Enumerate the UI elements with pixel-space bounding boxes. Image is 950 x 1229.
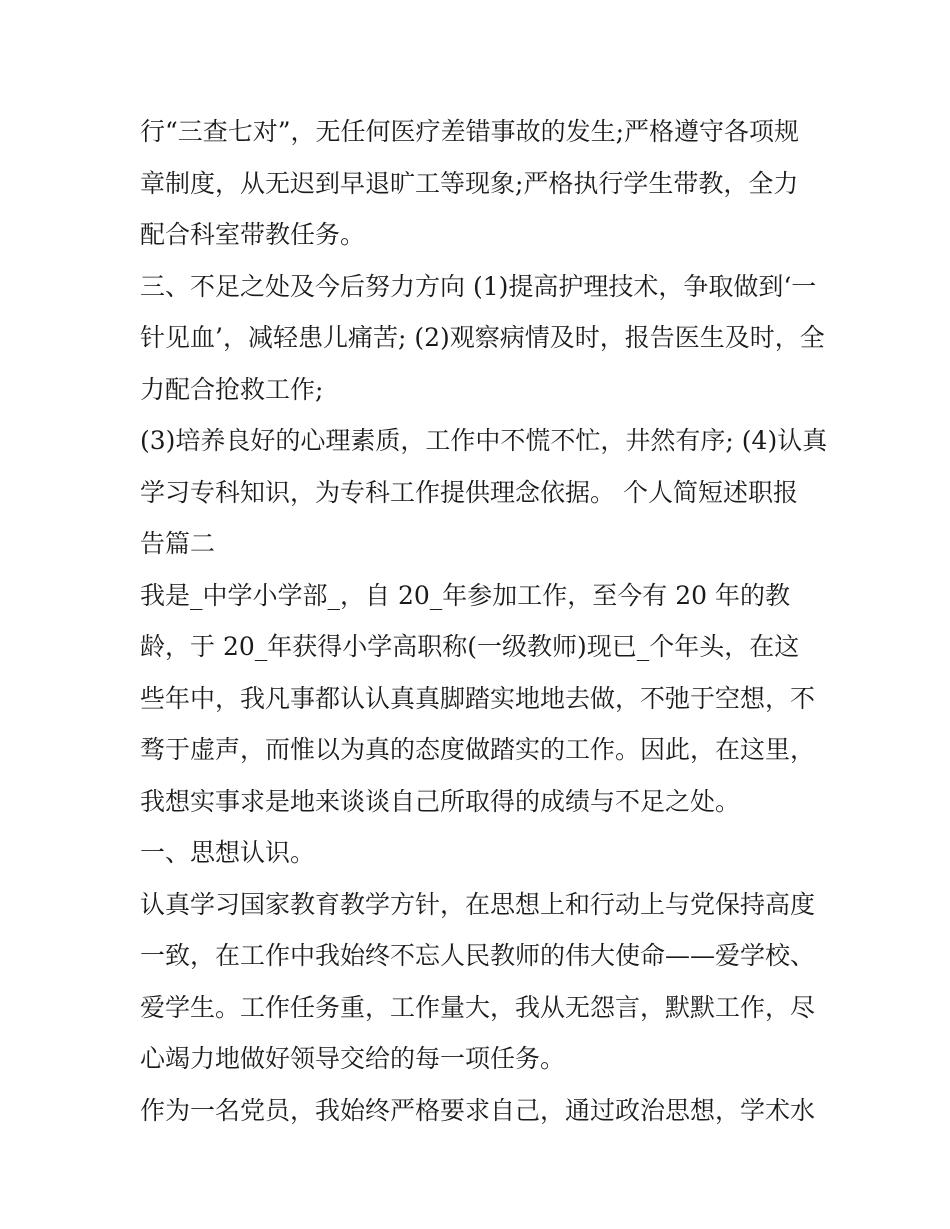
text-line: 心竭力地做好领导交给的每一项任务。 [140,1044,566,1073]
text-line: 章制度，从无迟到早退旷工等现象;严格执行学生带教，全力 [140,168,799,198]
text-line: 力配合抢救工作; [140,374,324,404]
text-line: 龄，于 20_年获得小学高职称(一级教师)现已_个年头，在这 [140,632,800,661]
text-line: 爱学生。工作任务重，工作量大，我从无怨言，默默工作，尽 [140,992,816,1022]
text-line: 针见血’，减轻患儿痛苦; (2)观察病情及时，报告医生及时，全 [140,323,825,352]
text-line: 我是_中学小学部_，自 20_年参加工作，至今有 20 年的教 [140,580,790,610]
text-line: 一、思想认识。 [140,838,316,867]
text-line: (3)培养良好的心理素质，工作中不慌不忙，井然有序; (4)认真 [140,426,828,455]
text-line: 学习专科知识，为专科工作提供理念依据。 个人简短述职报 [140,477,798,507]
document-body [140,106,828,1136]
text-line: 我想实事求是地来谈谈自己所取得的成绩与不足之处。 [140,786,741,816]
text-line: 认真学习国家教育教学方针，在思想上和行动上与党保持高度 [140,889,816,919]
text-line: 一致，在工作中我始终不忘人民教师的伟大使命——爱学校、 [140,941,816,970]
text-line: 骛于虚声，而惟以为真的态度做踏实的工作。因此，在这里， [140,735,816,764]
text-line: 行“三查七对”，无任何医疗差错事故的发生;严格遵守各项规 [140,117,799,146]
text-line: 三、不足之处及今后努力方向 (1)提高护理技术，争取做到‘一 [140,271,817,301]
text-line: 些年中，我凡事都认认真真脚踏实地地去做，不弛于空想，不 [140,683,816,713]
text-line: 配合科室带教任务。 [140,220,366,249]
text-line: 告篇二 [140,529,216,558]
text-line: 作为一名党员，我始终严格要求自己，通过政治思想，学术水 [140,1095,816,1125]
